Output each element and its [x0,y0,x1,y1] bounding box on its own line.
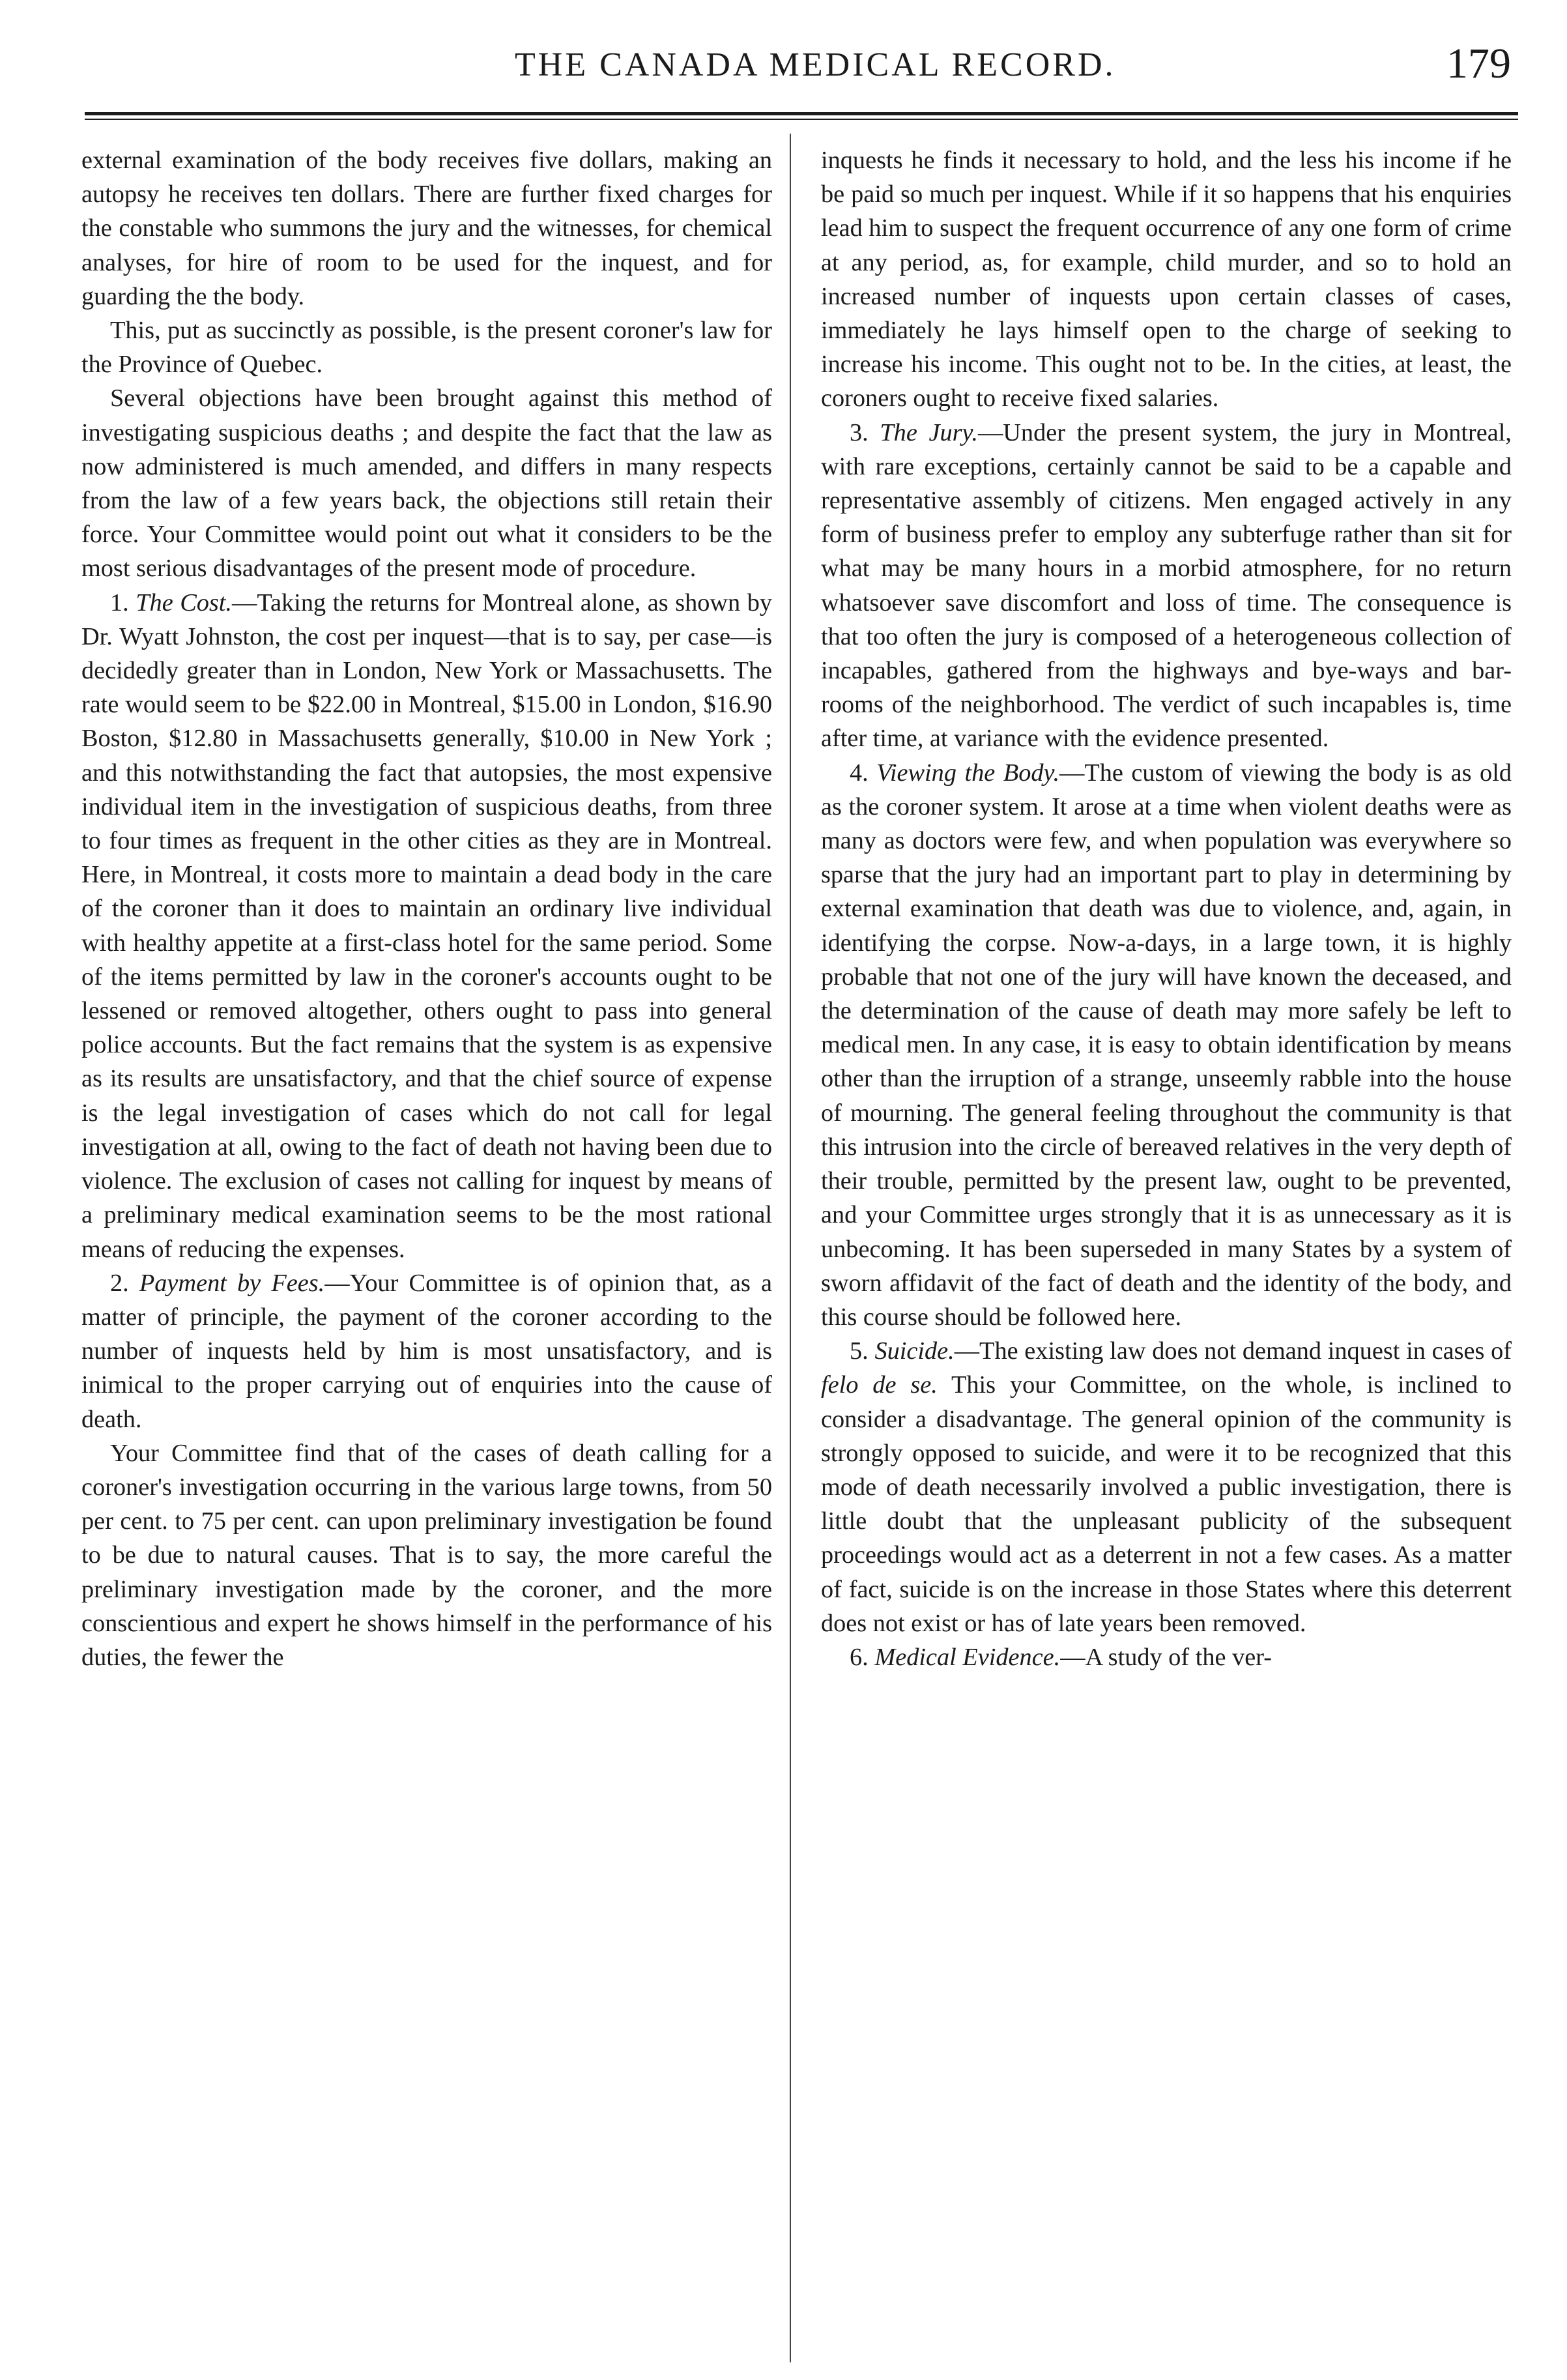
paragraph: This, put as succinctly as possible, is the present coroner's law for the Province of Quebec. [81,317,772,379]
page-number: 179 [1446,40,1511,87]
section-title: The Jury. [880,418,978,446]
header-rule-thin [85,119,1518,120]
section-title: The Cost. [136,588,233,617]
section-title: Viewing the Body. [876,759,1060,787]
section-title: Medical Evidence. [874,1643,1061,1671]
section-jury [821,416,1512,756]
section-number: 1. [110,588,129,617]
section-number: 6. [850,1643,869,1671]
section-title: Payment by Fees. [139,1269,325,1297]
section-number: 3. [850,418,869,446]
section-viewing-the-body [821,756,1512,1334]
header-rule-thick [85,112,1518,115]
section-cost [81,586,772,1266]
section-text: —Under the present system, the jury in Montreal, with rare exceptions, certainly cannot be said to be a capable and representative assembly of citizens. Men engaged actively in any form of business prefer to employ any subterfuge rather than sit for what may be many hours in a morbid atmosphere, for no return whatsoever save discomfort and loss of time. The consequence is that too often the jury is composed of a heterogeneous collection of incapables, gathered from the highways and bye-ways and bar-rooms of the neighborhood. The verdict of such incapables is, time after time, at variance with the evidence presented. [821,418,1512,753]
section-number: 5. [850,1337,869,1365]
section-text: —Your Committee is of opinion that, as a matter of principle, the payment of the coroner according to the number of inquests held by him is most unsatisfactory, and is inimical to the proper carrying out of enquiries into the cause of death. [81,1269,772,1433]
section-text: —A study of the ver- [1060,1643,1272,1671]
section-number: 2. [110,1269,129,1297]
section-title: Suicide. [874,1337,955,1365]
paragraph: external examination of the body receives five dollars, making an autopsy he receives ten dollars. There are further fixed charges for the constable who summons the jury and the witnesses, for chemical analyses, for hire of room to be used for the inquest, and for guarding the the body. [81,147,772,310]
paragraph: Your Committee find that of the cases of death calling for a coroner's investigation occurring in the various large towns, from 50 per cent. to 75 per cent. can upon preliminary investigation be found to be due to natural causes. That is to say, the more careful the preliminary investigation made by the coroner, and the more conscientious and expert he shows himself in the performance of his duties, the fewer the [81,1439,772,1671]
section-medical-evidence [821,1640,1512,1674]
running-head [0,39,1567,91]
column-divider [790,134,791,2362]
section-text: —The existing law does not demand inquest in cases of [954,1337,1512,1365]
section-payment-by-fees [81,1266,772,1436]
journal-title: THE CANADA MEDICAL RECORD. [515,46,1116,83]
section-text: —Taking the returns for Montreal alone, as shown by Dr. Wyatt Johnston, the cost per inquest—that is to say, per case—is decidedly greater than in London, New York or Massachusetts. The rate would seem to be $22.00 in Montreal, $15.00 in London, $16.90 Boston, $12.80 in Massachusetts generally, $10.00 in New York ; and this notwithstanding the fact that autopsies, the most expensive individual item in the investigation of suspicious deaths, from three to four times as frequent in the other cities as they are in Montreal. Here, in Montreal, it costs more to maintain a dead body in the care of the coroner than it does to maintain an ordinary live individual with healthy appetite at a first-class hotel for the same period. Some of the items permitted by law in the coroner's accounts ought to be lessened or removed altogether, others ought to pass into general police accounts. But the fact remains that the system is as expensive as its results are unsatisfactory, and that the chief source of expense is the legal investigation of cases which do not call for legal investigation at all, owing to the fact of death not having been due to violence. The exclusion of cases not calling for inquest by means of a preliminary medical examination seems to be the most rational means of reducing the expenses. [81,588,772,1263]
section-number: 4. [850,759,869,787]
paragraph: Several objections have been brought against this method of investigating suspicious deaths ; and despite the fact that the law as now administered is much amended, and differs in many respects from the law of a few years back, the objections still retain their force. Your Committee would point out what it considers to be the most serious disadvantages of the present mode of procedure. [81,385,772,583]
section-suicide [821,1334,1512,1640]
right-column [821,143,1512,1674]
left-column [81,143,772,1674]
latin-term: felo de se. [821,1371,938,1399]
paragraph: inquests he finds it necessary to hold, and the less his income if he be paid so much per inquest. While if it so happens that his enquiries lead him to suspect the frequent occurrence of any one form of crime at any period, as, for example, child murder, and so to hold an increased number of inquests upon certain classes of cases, immediately he lays himself open to the charge of seeking to increase his income. This ought not to be. In the cities, at least, the coroners ought to receive fixed salaries. [821,147,1512,413]
section-text: This your Committee, on the whole, is inclined to consider a disadvantage. The general opinion of the community is strongly opposed to suicide, and were it to be recognized that this mode of death necessarily involved a public investigation, there is little doubt that the unpleasant publicity of the subsequent proceedings would act as a deterrent in not a few cases. As a matter of fact, suicide is on the increase in those States where this deterrent does not exist or has of late years been removed. [821,1371,1512,1637]
section-text: —The custom of viewing the body is as old as the coroner system. It arose at a time when violent deaths were as many as doctors were few, and when population was everywhere so sparse that the jury had an important part to play in determining by external examination that death was due to violence, and, again, in identifying the corpse. Now-a-days, in a large town, it is highly probable that not one of the jury will have known the deceased, and the determination of the cause of death may more safely be left to medical men. In any case, it is easy to obtain identification by means other than the irruption of a strange, unseemly rabble into the house of mourning. The general feeling throughout the community is that this intrusion into the circle of bereaved relatives in the very depth of their trouble, permitted by the present law, ought to be prevented, and your Committee urges strongly that it is as unnecessary as it is unbecoming. It has been superseded in many States by a system of sworn affidavit of the fact of death and the identity of the body, and this course should be followed here. [821,759,1512,1331]
